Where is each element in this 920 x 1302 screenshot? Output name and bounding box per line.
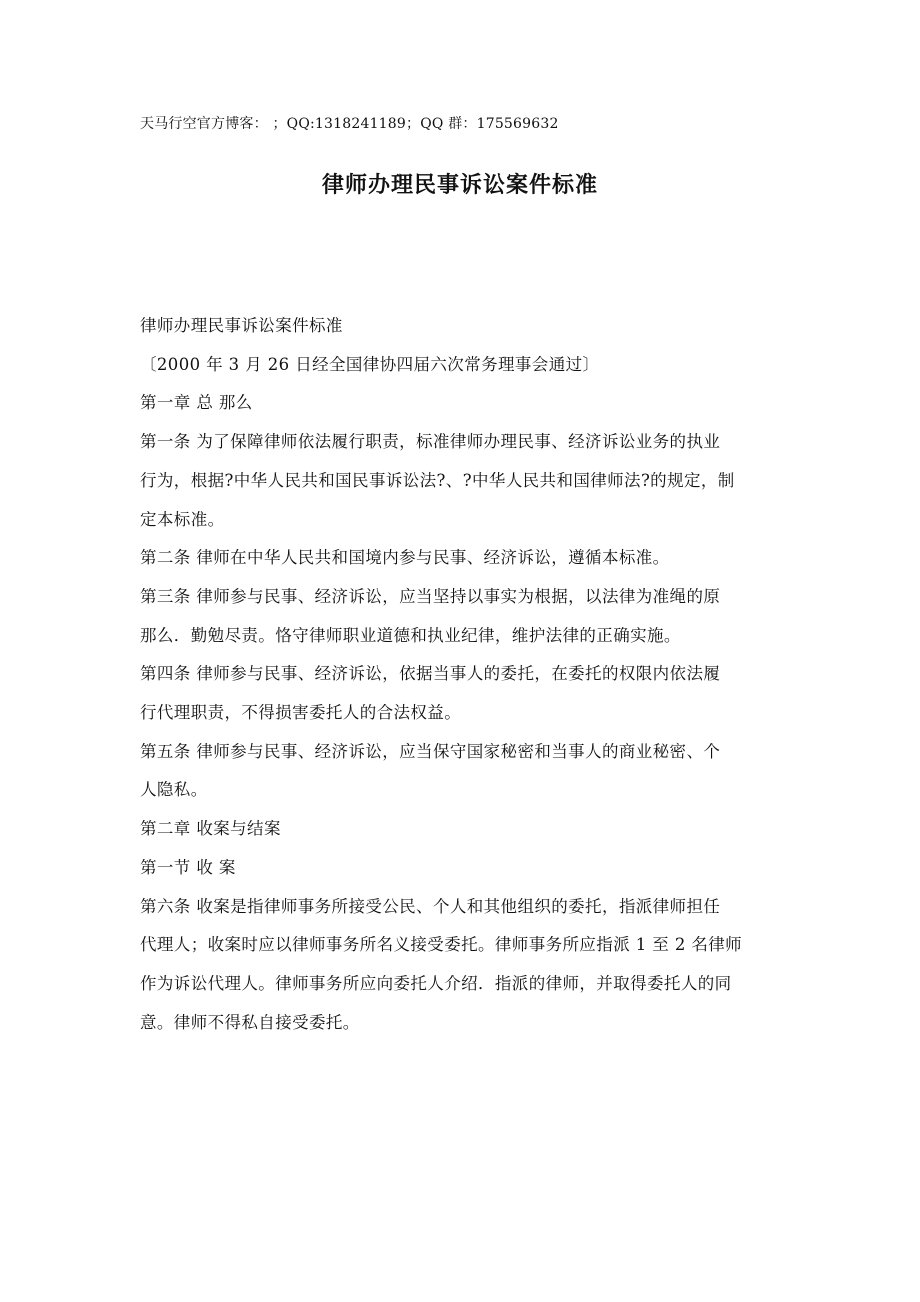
article-2: 第二条 律师在中华人民共和国境内参与民事、经济诉讼，遵循本标准。 xyxy=(140,548,670,568)
section-1-heading: 第一节 收 案 xyxy=(140,857,236,877)
article-3-line-1: 第三条 律师参与民事、经济诉讼，应当坚持以事实为根据，以法律为准绳的原 xyxy=(140,586,721,606)
article-6-line-4: 意。律师不得私自接受委托。 xyxy=(140,1012,360,1032)
article-3-line-2: 那么．勤勉尽责。恪守律师职业道德和执业纪律，维护法律的正确实施。 xyxy=(140,625,681,645)
chapter-2-heading: 第二章 收案与结案 xyxy=(140,819,281,839)
chapter-1-heading: 第一章 总 那么 xyxy=(140,393,253,413)
document-title: 律师办理民事诉讼案件标准 xyxy=(321,173,598,198)
header-contact-line: 天马行空官方博客： ；QQ:1318241189；QQ 群：175569632 xyxy=(140,116,559,132)
body-subtitle: 律师办理民事诉讼案件标准 xyxy=(140,316,343,335)
article-4-line-2: 行代理职责，不得损害委托人的合法权益。 xyxy=(140,703,462,723)
document-body xyxy=(140,307,785,1042)
article-6-line-1: 第六条 收案是指律师事务所接受公民、个人和其他组织的委托，指派律师担任 xyxy=(140,896,721,916)
article-5-line-1: 第五条 律师参与民事、经济诉讼，应当保守国家秘密和当事人的商业秘密、个 xyxy=(140,741,721,761)
article-6-line-3: 作为诉讼代理人。律师事务所应向委托人介绍．指派的律师，并取得委托人的同 xyxy=(140,973,732,993)
article-5-line-2: 人隐私。 xyxy=(140,780,208,800)
article-6-line-2: 代理人；收案时应以律师事务所名义接受委托。律师事务所应指派 1 至 2 名律师 xyxy=(140,935,743,955)
article-4-line-1: 第四条 律师参与民事、经济诉讼，依据当事人的委托，在委托的权限内依法履 xyxy=(140,664,721,684)
adoption-note: 〔2000 年 3 月 26 日经全国律协四届六次常务理事会通过〕 xyxy=(140,354,600,374)
article-1-line-3: 定本标准。 xyxy=(140,509,225,529)
article-1-line-2: 行为，根据?中华人民共和国民事诉讼法?、?中华人民共和国律师法?的规定，制 xyxy=(140,470,735,490)
article-1-line-1: 第一条 为了保障律师依法履行职责，标准律师办理民事、经济诉讼业务的执业 xyxy=(140,432,721,452)
